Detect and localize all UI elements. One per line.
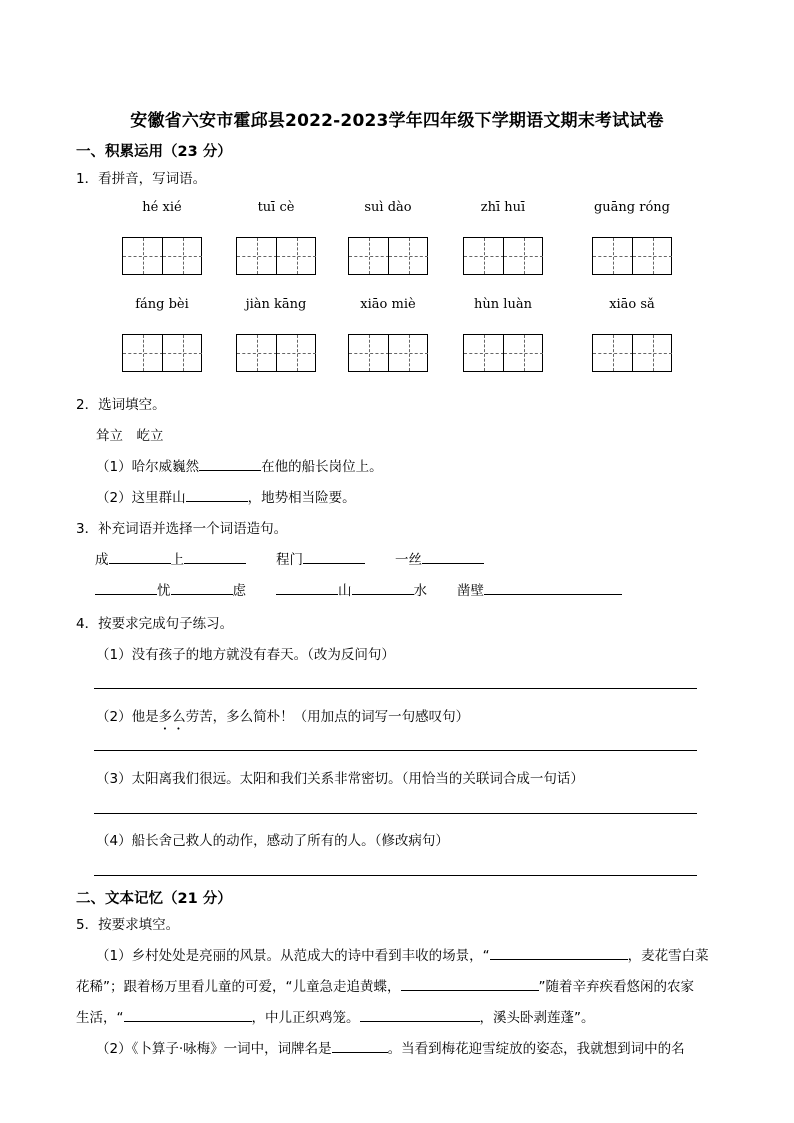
fill-blank[interactable] [401, 976, 539, 991]
q4-prompt: 4．按要求完成句子练习。 [76, 616, 234, 632]
character-grid-box[interactable] [348, 237, 428, 275]
pinyin-label: hùn luàn [474, 297, 532, 312]
q5-p1-line-2: 花稀”；跟着杨万里看儿童的可爱，“儿童急走追黄蝶， ”随着辛弃疾看悠闲的农家 [76, 975, 694, 995]
pinyin-label: xiāo miè [360, 297, 416, 312]
pinyin-label: suì dào [364, 200, 412, 215]
fill-blank[interactable] [186, 487, 248, 502]
fill-blank[interactable] [422, 549, 484, 564]
q3-prompt: 3．补充词语并选择一个词语造句。 [76, 521, 288, 537]
character-grid-box[interactable] [348, 334, 428, 372]
pinyin-label: hé xié [142, 200, 182, 215]
answer-line[interactable] [94, 813, 697, 814]
fill-blank[interactable] [95, 580, 157, 595]
q3-row-1: 成 上 程门 一丝 [95, 548, 484, 568]
section-2-heading: 二、文本记忆（21 分） [76, 891, 232, 907]
pinyin-label: xiāo sǎ [609, 297, 655, 312]
pinyin-label: tuī cè [257, 200, 295, 215]
page-title: 安徽省六安市霍邱县2022-2023学年四年级下学期语文期末考试试卷 [130, 111, 664, 131]
fill-blank[interactable] [124, 1007, 252, 1022]
answer-line[interactable] [94, 688, 697, 689]
q5-prompt: 5．按要求填空。 [76, 917, 180, 933]
answer-line[interactable] [94, 750, 697, 751]
character-grid-box[interactable] [592, 237, 672, 275]
q5-p1-line-3: 生活，“ ，中儿正织鸡笼。 ，溪头卧剥莲蓬”。 [76, 1006, 595, 1026]
fill-blank[interactable] [484, 580, 622, 595]
fill-blank[interactable] [352, 580, 414, 595]
fill-blank[interactable] [276, 580, 338, 595]
character-grid-box[interactable] [122, 334, 202, 372]
pinyin-label: guāng róng [593, 200, 670, 215]
pinyin-label: zhī huī [480, 200, 526, 215]
q5-p1-line-1: （1）乡村处处是亮丽的风景。从范成大的诗中看到丰收的场景，“ ，麦花雪白菜 [96, 944, 709, 964]
section-1-heading: 一、积累运用（23 分） [76, 144, 232, 160]
fill-blank[interactable] [184, 549, 246, 564]
answer-line[interactable] [94, 875, 697, 876]
fill-blank[interactable] [360, 1007, 480, 1022]
q4-item-3: （3）太阳离我们很远。太阳和我们关系非常密切。（用恰当的关联词合成一句话） [96, 771, 584, 787]
dotted-word: 多么 [158, 709, 186, 725]
q4-item-1: （1）没有孩子的地方就没有春天。（改为反问句） [96, 647, 395, 663]
character-grid-box[interactable] [463, 334, 543, 372]
fill-blank[interactable] [490, 945, 628, 960]
fill-blank[interactable] [332, 1038, 388, 1053]
pinyin-label: jiàn kāng [245, 297, 307, 312]
q2-word-options: 耸立 屹立 [96, 428, 164, 444]
q4-item-2: （2）他是多么劳苦，多么简朴！（用加点的词写一句感叹句） [96, 709, 470, 725]
fill-blank[interactable] [109, 549, 171, 564]
fill-blank[interactable] [171, 580, 233, 595]
character-grid-box[interactable] [463, 237, 543, 275]
q4-item-4: （4）船长舍己救人的动作，感动了所有的人。（修改病句） [96, 833, 449, 849]
q5-p2-line-1: （2）《卜算子·咏梅》一词中，词牌名是 。当看到梅花迎雪绽放的姿态，我就想到词中的名 [96, 1037, 685, 1057]
q3-row-2: 忧 虑 山 水 凿壁 [95, 579, 622, 599]
character-grid-box[interactable] [122, 237, 202, 275]
character-grid-box[interactable] [236, 237, 316, 275]
q2-item-1: （1）哈尔威巍然 在他的船长岗位上。 [96, 455, 383, 475]
fill-blank[interactable] [303, 549, 365, 564]
fill-blank[interactable] [199, 456, 261, 471]
q2-item-2: （2）这里群山 ，地势相当险要。 [96, 486, 356, 506]
q1-prompt: 1．看拼音，写词语。 [76, 171, 207, 187]
pinyin-label: fáng bèi [135, 297, 189, 312]
character-grid-box[interactable] [592, 334, 672, 372]
q2-prompt: 2．选词填空。 [76, 397, 166, 413]
character-grid-box[interactable] [236, 334, 316, 372]
